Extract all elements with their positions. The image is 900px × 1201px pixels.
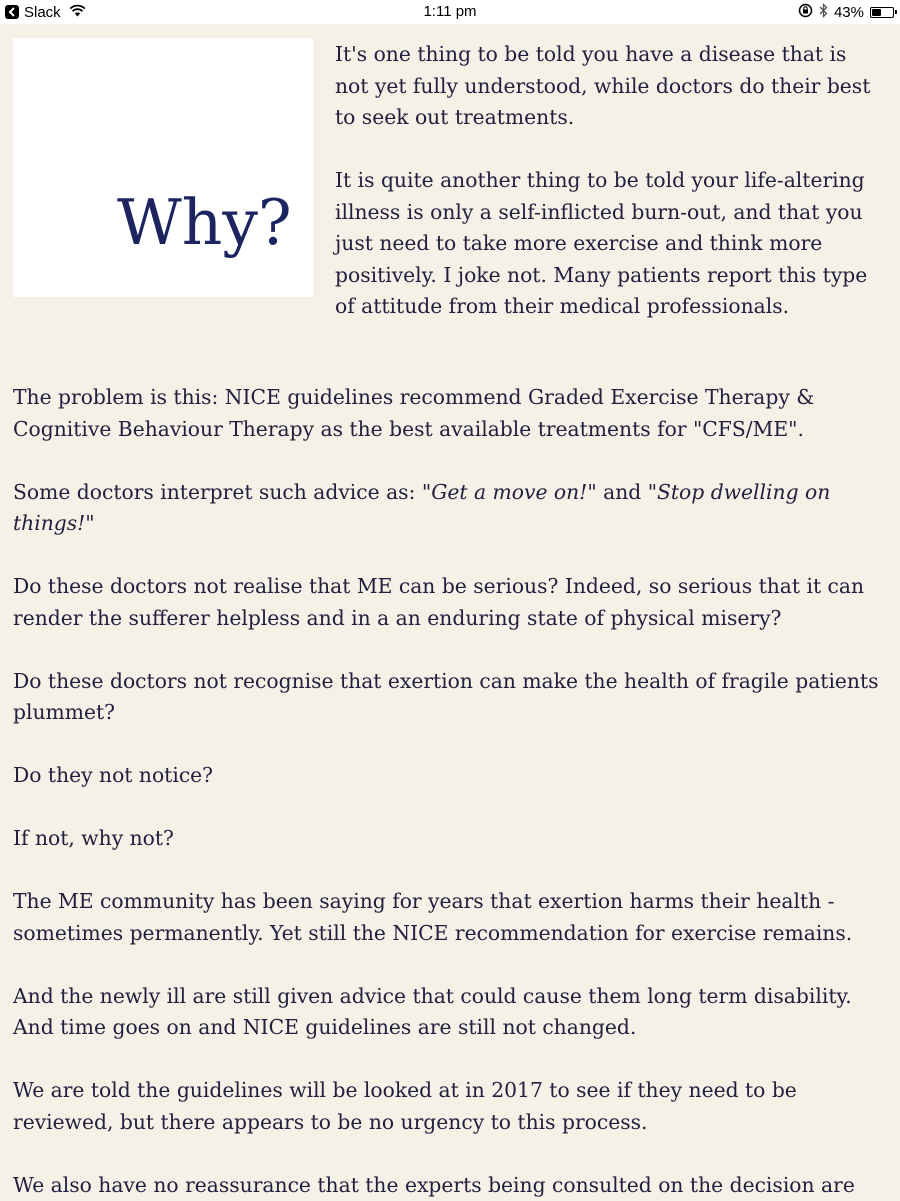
- intro-text: [335, 39, 875, 323]
- rotation-lock-icon: [798, 3, 813, 22]
- intro-paragraph-2: It is quite another thing to be told your life-altering illness is only a self-inflicted burn-out, and that you just need to take more exercise and think more positively. I joke not. Many patients report this type of attitude from their medical professionals.: [335, 165, 875, 323]
- status-time: 1:11 pm: [0, 3, 900, 20]
- paragraph-newly-ill: And the newly ill are still given advice that could cause them long term disability. And time goes on and NICE guidelines are still not changed.: [13, 981, 893, 1044]
- advice-quote-2: "Stop dwelling on things!": [13, 480, 830, 536]
- paragraph-doctor-advice: [13, 477, 893, 540]
- paragraph-exertion: Do these doctors not recognise that exertion can make the health of fragile patients plummet?: [13, 666, 893, 729]
- why-image-text: Why?: [117, 191, 292, 254]
- advice-quote-1: "Get a move on!": [422, 480, 597, 504]
- paragraph-me-community: The ME community has been saying for years that exertion harms their health - sometimes permanently. Yet still the NICE recommendation for exercise remains.: [13, 886, 893, 949]
- status-bar: [0, 0, 900, 24]
- article-body: [13, 382, 893, 1201]
- paragraph-2017-review: We are told the guidelines will be looked at in 2017 to see if they need to be reviewed, but there appears to be no urgency to this process.: [13, 1075, 893, 1138]
- paragraph-notice: Do they not notice?: [13, 760, 893, 792]
- battery-icon: [870, 7, 894, 18]
- battery-level-fill: [872, 9, 881, 16]
- paragraph-me-serious: Do these doctors not realise that ME can be serious? Indeed, so serious that it can render the sufferer helpless and in a an enduring state of physical misery?: [13, 571, 893, 634]
- battery-percent: 43%: [834, 4, 864, 21]
- article: [0, 24, 900, 1200]
- back-app-label[interactable]: Slack: [24, 4, 61, 21]
- paragraph-nice-guidelines: The problem is this: NICE guidelines recommend Graded Exercise Therapy & Cognitive Behaviour Therapy as the best available treatments for "CFS/ME".: [13, 382, 893, 445]
- paragraph-experts: We also have no reassurance that the experts being consulted on the decision are: [13, 1170, 893, 1201]
- paragraph-why-not: If not, why not?: [13, 823, 893, 855]
- intro-paragraph-1: It's one thing to be told you have a disease that is not yet fully understood, while doctors do their best to seek out treatments.: [335, 39, 875, 134]
- why-image: [13, 38, 313, 297]
- advice-lead-text: Some doctors interpret such advice as:: [13, 480, 422, 504]
- advice-mid-text: and: [597, 480, 648, 504]
- bluetooth-icon: [819, 3, 828, 22]
